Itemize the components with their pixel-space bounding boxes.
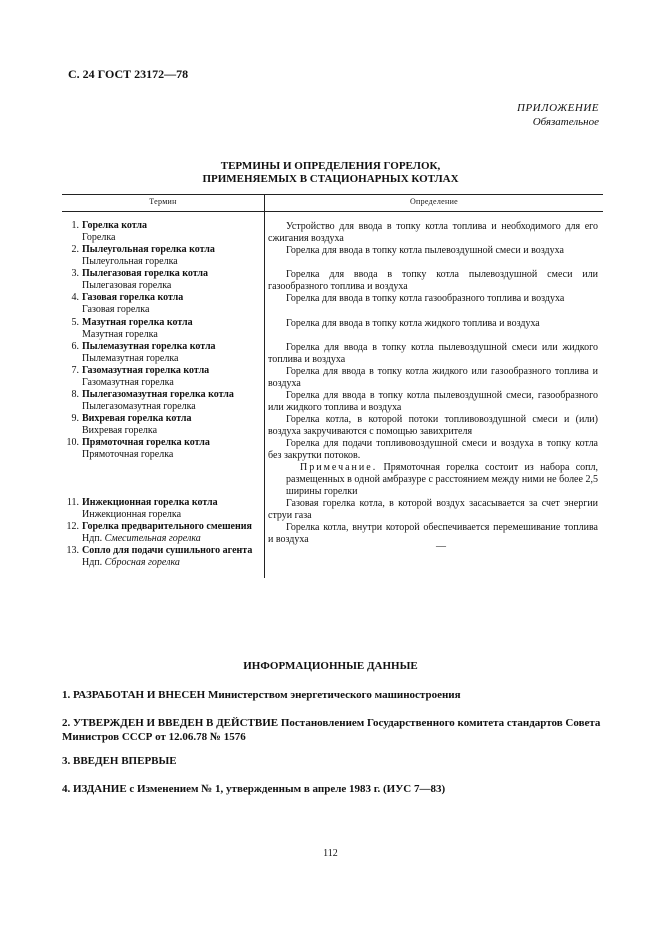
term-short: Вихревая горелка: [82, 425, 158, 436]
term-row: [62, 292, 262, 304]
appendix-type: Обязательное: [532, 116, 599, 128]
term-row: [62, 437, 262, 449]
section-title: [0, 160, 661, 186]
section-title-line-1: ТЕРМИНЫ И ОПРЕДЕЛЕНИЯ ГОРЕЛОК,: [220, 160, 441, 172]
definition-text: Горелка для ввода в топку котла пылевоздушной смеси или газообразного топлива и воздуха: [268, 269, 598, 292]
info-item: [62, 716, 612, 744]
table-top-rule: [62, 194, 603, 195]
term-short-prefix: Ндп.: [82, 557, 103, 568]
note-label: Примечание.: [300, 462, 378, 473]
term-short: Газомазутная горелка: [82, 377, 174, 388]
term-short: Пылегазомазутная горелка: [82, 401, 196, 412]
definition-text: Горелка для ввода в топку котла пылевоздушной смеси или жидкого топлива и воздуха: [268, 342, 598, 365]
term-row: [62, 389, 262, 401]
definition-text: Горелка для ввода в топку котла пылевоздушной смеси, газообразного или жидкого топлива и воздуха: [268, 390, 598, 413]
term-row: [62, 545, 262, 557]
page-number: 112: [323, 848, 338, 859]
term-number: 11.: [66, 497, 79, 508]
info-item-number: 3.: [62, 755, 71, 767]
term-name: Горелка предварительного смешения: [82, 521, 252, 532]
info-item-text: ВВЕДЕН ВПЕРВЫЕ: [73, 755, 177, 767]
term-name: Вихревая горелка котла: [82, 413, 192, 424]
term-row: [62, 341, 262, 353]
term-number: 13.: [66, 545, 79, 556]
term-number: 1.: [71, 220, 79, 231]
term-number: 3.: [71, 268, 79, 279]
term-number: 5.: [71, 317, 79, 328]
term-number: 10.: [66, 437, 79, 448]
definition-dash: —: [436, 541, 446, 552]
term-short: Газовая горелка: [82, 304, 150, 315]
term-row: [62, 365, 262, 377]
term-short: Инжекционная горелка: [82, 509, 182, 520]
definition-text: Горелка для подачи топливовоздушной смеси и воздуха в топку котла без закрутки потоков.: [268, 438, 598, 461]
info-item-number: 1.: [62, 689, 71, 701]
document-header: С. 24 ГОСТ 23172—78: [68, 67, 189, 81]
term-number: 9.: [71, 413, 79, 424]
term-row: [62, 521, 262, 533]
definition-note: [286, 462, 598, 498]
definition-text: Горелка для ввода в топку котла жидкого топлива и воздуха: [286, 318, 540, 329]
term-row: [62, 220, 262, 232]
term-row: [62, 268, 262, 280]
term-row: [62, 497, 262, 509]
column-header-definition: Определение: [409, 197, 459, 206]
term-short: [62, 557, 282, 569]
term-number: 12.: [66, 521, 79, 532]
term-name: Газомазутная горелка котла: [82, 365, 210, 376]
term-short-prefix: Ндп.: [82, 533, 103, 544]
info-item: [62, 782, 612, 796]
term-short: Горелка: [82, 232, 116, 243]
term-name: Горелка котла: [82, 220, 147, 231]
info-item-number: 4.: [62, 783, 71, 795]
term-short: Пылегазовая горелка: [82, 280, 172, 291]
definition-text: Горелка для ввода в топку котла жидкого или газообразного топлива и воздуха: [268, 366, 598, 389]
info-item-number: 2.: [62, 717, 71, 729]
column-header-term: Термин: [149, 197, 177, 206]
term-name: Газовая горелка котла: [82, 292, 184, 303]
info-item: [62, 754, 612, 768]
info-item-text: РАЗРАБОТАН И ВНЕСЕН Министерством энергетического машиностроения: [73, 689, 461, 701]
term-number: 2.: [71, 244, 79, 255]
term-name: Инжекционная горелка котла: [82, 497, 218, 508]
term-name: Пылеугольная горелка котла: [82, 244, 215, 255]
definition-text: Газовая горелка котла, в которой воздух засасывается за счет энергии струи газа: [268, 498, 598, 521]
term-short-name: Сбросная горелка: [104, 557, 180, 568]
definition-text: Горелка котла, внутри которой обеспечивается перемешивание топлива и воздуха: [268, 522, 598, 545]
term-short-name: Смесительная горелка: [104, 533, 201, 544]
appendix-title: ПРИЛОЖЕНИЕ: [517, 102, 599, 114]
term-row: [62, 244, 262, 256]
term-short: Пылемазутная горелка: [82, 353, 179, 364]
term-number: 7.: [71, 365, 79, 376]
term-short: Прямоточная горелка: [82, 449, 174, 460]
term-name: Пылемазутная горелка котла: [82, 341, 216, 352]
term-name: Пылегазовая горелка котла: [82, 268, 208, 279]
info-title: ИНФОРМАЦИОННЫЕ ДАННЫЕ: [243, 660, 418, 672]
info-item-text: ИЗДАНИЕ с Изменением № 1, утвержденным в апреле 1983 г. (ИУС 7—83): [73, 783, 446, 795]
info-item-text: УТВЕРЖДЕН И ВВЕДЕН В ДЕЙСТВИЕ Постановлением Государственного комитета стандартов Совета Министров СССР от 12.06.78 № 1576: [62, 717, 601, 743]
term-number: 6.: [71, 341, 79, 352]
term-name: Прямоточная горелка котла: [82, 437, 210, 448]
term-name: Пылегазомазутная горелка котла: [82, 389, 234, 400]
term-name: Мазутная горелка котла: [82, 317, 193, 328]
term-short: Пылеугольная горелка: [82, 256, 178, 267]
definition-text: Горелка для ввода в топку котла газообразного топлива и воздуха: [286, 293, 565, 304]
term-number: 4.: [71, 292, 79, 303]
appendix-label: [517, 101, 599, 129]
term-short: [62, 533, 282, 545]
section-title-line-2: ПРИМЕНЯЕМЫХ В СТАЦИОНАРНЫХ КОТЛАХ: [202, 173, 459, 185]
term-short: Мазутная горелка: [82, 329, 158, 340]
definition-text: Горелка для ввода в топку котла пылевоздушной смеси и воздуха: [286, 245, 564, 256]
term-name: Сопло для подачи сушильного агента: [82, 545, 253, 556]
term-number: 8.: [71, 389, 79, 400]
info-item: [62, 688, 612, 702]
definition-text: Горелка котла, в которой потоки топливовоздушной смеси и (или) воздуха закручиваются с помощью завихрителя: [268, 414, 598, 437]
definition-text: Устройство для ввода в топку котла топлива и необходимого для его сжигания воздуха: [268, 221, 598, 244]
term-row: [62, 317, 262, 329]
table-header-rule: [62, 211, 603, 212]
note-text: Прямоточная горелка состоит из набора сопл, размещенных в одной амбразуре с расстоянием между ними не более 2,5 ширины горелки: [286, 462, 598, 497]
term-row: [62, 413, 262, 425]
